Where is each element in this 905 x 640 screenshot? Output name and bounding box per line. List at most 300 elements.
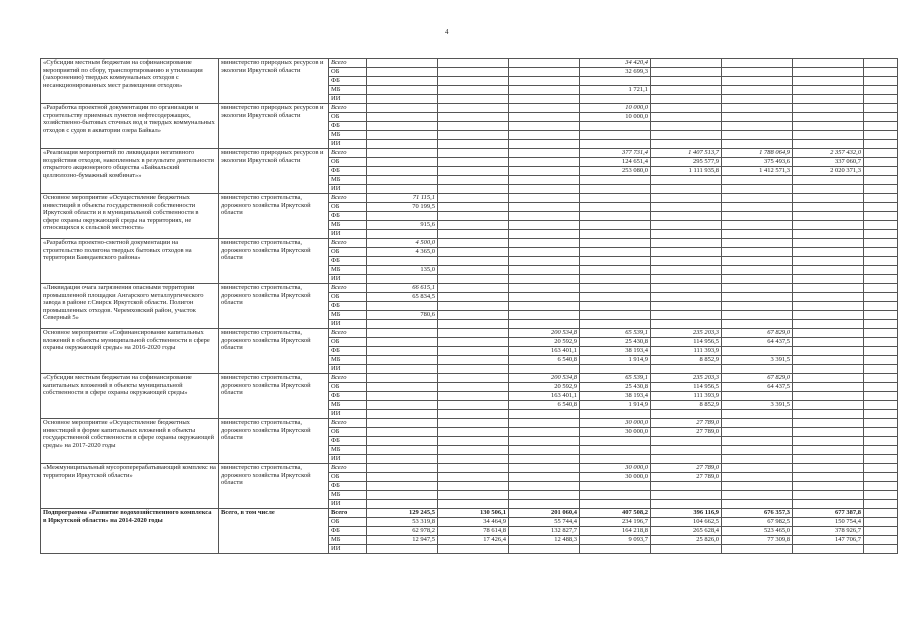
empty-cell <box>864 311 898 320</box>
amount-cell <box>722 194 793 203</box>
amount-cell <box>580 284 651 293</box>
amount-cell <box>367 86 438 95</box>
source-code: ОБ <box>329 428 367 437</box>
amount-cell <box>651 410 722 419</box>
amount-cell <box>722 203 793 212</box>
amount-cell <box>509 203 580 212</box>
amount-cell: 30 000,0 <box>580 428 651 437</box>
empty-cell <box>864 500 898 509</box>
amount-cell <box>793 212 864 221</box>
amount-cell <box>793 176 864 185</box>
amount-cell <box>722 320 793 329</box>
amount-cell <box>509 68 580 77</box>
amount-cell <box>722 311 793 320</box>
amount-cell <box>367 491 438 500</box>
amount-cell: 378 926,7 <box>793 527 864 536</box>
amount-cell <box>438 122 509 131</box>
amount-cell: 27 789,0 <box>651 464 722 473</box>
amount-cell <box>651 365 722 374</box>
amount-cell <box>367 446 438 455</box>
amount-cell <box>580 365 651 374</box>
source-code: ОБ <box>329 68 367 77</box>
amount-cell: 71 115,1 <box>367 194 438 203</box>
amount-cell <box>651 482 722 491</box>
amount-cell: 114 956,5 <box>651 383 722 392</box>
empty-cell <box>864 302 898 311</box>
amount-cell <box>580 257 651 266</box>
amount-cell: 25 430,8 <box>580 383 651 392</box>
amount-cell <box>367 302 438 311</box>
empty-cell <box>864 212 898 221</box>
amount-cell: 64 437,5 <box>722 383 793 392</box>
amount-cell: 66 615,1 <box>367 284 438 293</box>
amount-cell: 295 577,9 <box>651 158 722 167</box>
amount-cell <box>793 131 864 140</box>
amount-cell <box>793 464 864 473</box>
amount-cell <box>438 68 509 77</box>
amount-cell <box>509 158 580 167</box>
amount-cell: 27 789,0 <box>651 473 722 482</box>
amount-cell: 234 196,7 <box>580 518 651 527</box>
empty-cell <box>864 338 898 347</box>
amount-cell <box>651 212 722 221</box>
amount-cell: 337 060,7 <box>793 158 864 167</box>
source-code: ОБ <box>329 383 367 392</box>
source-code: МБ <box>329 131 367 140</box>
amount-cell: 38 193,4 <box>580 347 651 356</box>
amount-cell <box>367 230 438 239</box>
amount-cell <box>793 473 864 482</box>
amount-cell <box>722 122 793 131</box>
amount-cell: 150 754,4 <box>793 518 864 527</box>
amount-cell <box>793 95 864 104</box>
source-code: МБ <box>329 401 367 410</box>
amount-cell <box>367 176 438 185</box>
amount-cell <box>722 239 793 248</box>
amount-cell <box>580 302 651 311</box>
amount-cell <box>651 491 722 500</box>
amount-cell <box>438 428 509 437</box>
amount-cell <box>580 482 651 491</box>
amount-cell <box>580 275 651 284</box>
amount-cell <box>722 419 793 428</box>
amount-cell: 265 628,4 <box>651 527 722 536</box>
amount-cell <box>722 86 793 95</box>
empty-cell <box>864 455 898 464</box>
amount-cell <box>367 257 438 266</box>
amount-cell: 67 829,0 <box>722 329 793 338</box>
amount-cell <box>509 410 580 419</box>
empty-cell <box>864 527 898 536</box>
source-code: ИИ <box>329 500 367 509</box>
amount-cell <box>793 230 864 239</box>
amount-cell <box>722 248 793 257</box>
amount-cell <box>438 500 509 509</box>
empty-cell <box>864 374 898 383</box>
source-code: Всего <box>329 149 367 158</box>
amount-cell <box>580 500 651 509</box>
amount-cell <box>509 320 580 329</box>
source-code: МБ <box>329 86 367 95</box>
empty-cell <box>864 356 898 365</box>
empty-cell <box>864 158 898 167</box>
source-code: ИИ <box>329 230 367 239</box>
amount-cell: 32 699,3 <box>580 68 651 77</box>
amount-cell <box>509 437 580 446</box>
amount-cell <box>509 167 580 176</box>
amount-cell: 67 982,5 <box>722 518 793 527</box>
amount-cell <box>580 437 651 446</box>
source-code: ОБ <box>329 338 367 347</box>
table-row <box>41 329 898 338</box>
amount-cell: 104 662,5 <box>651 518 722 527</box>
measure-description: «Ликвидация очага загрязнения опасными территории промышленной площадки Ангарского металлургического завода в районе г.Свирск Иркутской области. Полигон промышленных отходов. Черемховский район, участок Северный 5» <box>41 284 219 329</box>
amount-cell <box>509 230 580 239</box>
amount-cell <box>367 149 438 158</box>
amount-cell <box>580 131 651 140</box>
amount-cell <box>438 257 509 266</box>
responsible-executor: министерство строительства, дорожного хозяйства Иркутской области <box>219 284 329 329</box>
amount-cell: 53 319,8 <box>367 518 438 527</box>
amount-cell <box>367 275 438 284</box>
amount-cell <box>438 356 509 365</box>
measure-description: Основное мероприятие «Осуществление бюджетных инвестиций в объекты государственной собственности Иркутской области и в муниципальной собственности в сфере охраны окружающей среды на территориях, не относящихся к сельской местности» <box>41 194 219 239</box>
empty-cell <box>864 104 898 113</box>
source-code: ИИ <box>329 275 367 284</box>
amount-cell <box>509 311 580 320</box>
table-row <box>41 464 898 473</box>
amount-cell <box>367 167 438 176</box>
amount-cell: 67 829,0 <box>722 374 793 383</box>
amount-cell <box>509 86 580 95</box>
amount-cell <box>580 221 651 230</box>
amount-cell: 30 000,0 <box>580 419 651 428</box>
amount-cell <box>367 320 438 329</box>
measure-description: «Реализация мероприятий по ликвидации негативного воздействия отходов, накопленных в результате деятельности открытого акционерного общества «Байкальский целлюлозно-бумажный комбинат»» <box>41 149 219 194</box>
amount-cell: 111 393,9 <box>651 392 722 401</box>
amount-cell: 6 540,8 <box>509 356 580 365</box>
amount-cell <box>651 185 722 194</box>
amount-cell <box>367 59 438 68</box>
amount-cell <box>509 428 580 437</box>
amount-cell <box>793 194 864 203</box>
amount-cell: 8 852,9 <box>651 401 722 410</box>
amount-cell <box>367 383 438 392</box>
amount-cell <box>438 482 509 491</box>
amount-cell <box>793 437 864 446</box>
amount-cell <box>438 329 509 338</box>
amount-cell <box>367 428 438 437</box>
amount-cell <box>367 122 438 131</box>
amount-cell <box>651 113 722 122</box>
amount-cell: 12 947,5 <box>367 536 438 545</box>
amount-cell <box>438 293 509 302</box>
amount-cell: 25 826,0 <box>651 536 722 545</box>
amount-cell <box>793 401 864 410</box>
amount-cell <box>722 455 793 464</box>
source-code: Всего <box>329 194 367 203</box>
amount-cell <box>580 491 651 500</box>
amount-cell: 10 000,0 <box>580 104 651 113</box>
table-row <box>41 194 898 203</box>
amount-cell <box>438 239 509 248</box>
amount-cell <box>651 104 722 113</box>
amount-cell: 1 721,1 <box>580 86 651 95</box>
source-code: ФБ <box>329 302 367 311</box>
amount-cell <box>438 221 509 230</box>
amount-cell <box>580 248 651 257</box>
amount-cell <box>793 392 864 401</box>
empty-cell <box>864 59 898 68</box>
empty-cell <box>864 149 898 158</box>
table-row <box>41 104 898 113</box>
amount-cell <box>438 320 509 329</box>
amount-cell: 70 199,5 <box>367 203 438 212</box>
empty-cell <box>864 293 898 302</box>
amount-cell <box>367 365 438 374</box>
amount-cell <box>509 104 580 113</box>
amount-cell <box>722 410 793 419</box>
amount-cell: 2 357 432,0 <box>793 149 864 158</box>
empty-cell <box>864 347 898 356</box>
source-code: ФБ <box>329 257 367 266</box>
amount-cell <box>509 365 580 374</box>
amount-cell <box>438 392 509 401</box>
amount-cell: 124 651,4 <box>580 158 651 167</box>
amount-cell: 8 852,9 <box>651 356 722 365</box>
amount-cell <box>793 266 864 275</box>
amount-cell <box>793 482 864 491</box>
amount-cell <box>580 446 651 455</box>
amount-cell <box>438 230 509 239</box>
amount-cell <box>722 275 793 284</box>
amount-cell: 4 500,0 <box>367 239 438 248</box>
amount-cell: 3 391,5 <box>722 401 793 410</box>
source-code: Всего <box>329 284 367 293</box>
source-code: ФБ <box>329 527 367 536</box>
amount-cell <box>367 374 438 383</box>
amount-cell <box>438 437 509 446</box>
amount-cell <box>509 275 580 284</box>
amount-cell: 200 534,8 <box>509 329 580 338</box>
amount-cell <box>367 158 438 167</box>
empty-cell <box>864 95 898 104</box>
amount-cell <box>793 284 864 293</box>
amount-cell: 235 203,3 <box>651 329 722 338</box>
amount-cell: 25 430,8 <box>580 338 651 347</box>
empty-cell <box>864 221 898 230</box>
amount-cell: 30 000,0 <box>580 473 651 482</box>
amount-cell <box>651 446 722 455</box>
amount-cell <box>580 176 651 185</box>
amount-cell: 377 731,4 <box>580 149 651 158</box>
amount-cell <box>438 266 509 275</box>
source-code: Всего <box>329 509 367 518</box>
amount-cell <box>367 473 438 482</box>
amount-cell: 20 592,9 <box>509 383 580 392</box>
source-code: ОБ <box>329 113 367 122</box>
amount-cell <box>722 293 793 302</box>
amount-cell <box>793 419 864 428</box>
source-code: ФБ <box>329 212 367 221</box>
amount-cell: 676 357,3 <box>722 509 793 518</box>
source-code: Всего <box>329 464 367 473</box>
amount-cell <box>651 293 722 302</box>
source-code: Всего <box>329 239 367 248</box>
amount-cell <box>438 365 509 374</box>
amount-cell <box>367 347 438 356</box>
source-code: ОБ <box>329 203 367 212</box>
amount-cell <box>793 365 864 374</box>
amount-cell <box>651 257 722 266</box>
amount-cell <box>580 410 651 419</box>
amount-cell: 200 534,8 <box>509 374 580 383</box>
amount-cell: 34 464,9 <box>438 518 509 527</box>
amount-cell <box>509 473 580 482</box>
empty-cell <box>864 482 898 491</box>
amount-cell <box>722 221 793 230</box>
amount-cell <box>509 446 580 455</box>
amount-cell <box>438 131 509 140</box>
amount-cell: 163 401,1 <box>509 347 580 356</box>
amount-cell <box>793 86 864 95</box>
amount-cell <box>367 185 438 194</box>
amount-cell <box>722 68 793 77</box>
amount-cell: 1 914,9 <box>580 401 651 410</box>
amount-cell <box>438 347 509 356</box>
amount-cell: 201 060,4 <box>509 509 580 518</box>
table-row <box>41 59 898 68</box>
table-row <box>41 239 898 248</box>
amount-cell <box>509 293 580 302</box>
amount-cell <box>651 455 722 464</box>
amount-cell <box>793 428 864 437</box>
amount-cell <box>438 311 509 320</box>
amount-cell <box>509 221 580 230</box>
amount-cell: 253 080,0 <box>580 167 651 176</box>
amount-cell: 20 592,9 <box>509 338 580 347</box>
amount-cell <box>367 140 438 149</box>
source-code: МБ <box>329 356 367 365</box>
measure-description: «Межмуниципальный мусороперерабатывающий комплекс на территории Иркутской области» <box>41 464 219 509</box>
amount-cell: 65 539,1 <box>580 374 651 383</box>
amount-cell: 9 093,7 <box>580 536 651 545</box>
amount-cell <box>438 401 509 410</box>
amount-cell <box>722 428 793 437</box>
source-code: МБ <box>329 221 367 230</box>
amount-cell: 27 789,0 <box>651 428 722 437</box>
empty-cell <box>864 167 898 176</box>
responsible-executor: министерство строительства, дорожного хозяйства Иркутской области <box>219 419 329 464</box>
amount-cell <box>438 374 509 383</box>
amount-cell <box>651 275 722 284</box>
amount-cell <box>722 302 793 311</box>
amount-cell <box>793 275 864 284</box>
amount-cell <box>651 230 722 239</box>
empty-cell <box>864 284 898 293</box>
amount-cell: 4 365,0 <box>367 248 438 257</box>
amount-cell <box>651 266 722 275</box>
source-code: Всего <box>329 419 367 428</box>
amount-cell <box>793 491 864 500</box>
amount-cell <box>580 140 651 149</box>
empty-cell <box>864 464 898 473</box>
responsible-executor: министерство строительства, дорожного хозяйства Иркутской области <box>219 194 329 239</box>
amount-cell <box>793 239 864 248</box>
amount-cell <box>509 545 580 554</box>
empty-cell <box>864 329 898 338</box>
source-code: ОБ <box>329 158 367 167</box>
amount-cell <box>509 302 580 311</box>
amount-cell <box>438 275 509 284</box>
amount-cell: 1 407 513,7 <box>651 149 722 158</box>
amount-cell <box>722 257 793 266</box>
amount-cell <box>438 77 509 86</box>
empty-cell <box>864 410 898 419</box>
responsible-executor: министерство природных ресурсов и экологии Иркутской области <box>219 149 329 194</box>
empty-cell <box>864 518 898 527</box>
amount-cell <box>509 122 580 131</box>
amount-cell: 30 000,0 <box>580 464 651 473</box>
amount-cell <box>722 113 793 122</box>
source-code: ИИ <box>329 320 367 329</box>
amount-cell <box>580 185 651 194</box>
amount-cell <box>509 284 580 293</box>
amount-cell <box>438 59 509 68</box>
table-row <box>41 509 898 518</box>
source-code: ОБ <box>329 518 367 527</box>
source-code: Всего <box>329 59 367 68</box>
empty-cell <box>864 203 898 212</box>
empty-cell <box>864 473 898 482</box>
amount-cell <box>438 302 509 311</box>
amount-cell: 915,6 <box>367 221 438 230</box>
empty-cell <box>864 383 898 392</box>
amount-cell <box>509 149 580 158</box>
amount-cell <box>651 68 722 77</box>
amount-cell <box>438 176 509 185</box>
amount-cell <box>580 122 651 131</box>
amount-cell <box>509 455 580 464</box>
amount-cell <box>509 176 580 185</box>
source-code: ФБ <box>329 392 367 401</box>
amount-cell <box>722 437 793 446</box>
amount-cell <box>438 338 509 347</box>
source-code: ФБ <box>329 122 367 131</box>
amount-cell: 78 614,8 <box>438 527 509 536</box>
amount-cell <box>651 302 722 311</box>
amount-cell <box>793 329 864 338</box>
amount-cell: 163 401,1 <box>509 392 580 401</box>
amount-cell <box>651 437 722 446</box>
source-code: ИИ <box>329 140 367 149</box>
empty-cell <box>864 77 898 86</box>
amount-cell <box>367 329 438 338</box>
amount-cell <box>793 122 864 131</box>
empty-cell <box>864 275 898 284</box>
amount-cell <box>509 248 580 257</box>
amount-cell <box>580 293 651 302</box>
amount-cell <box>580 194 651 203</box>
empty-cell <box>864 437 898 446</box>
amount-cell <box>438 95 509 104</box>
amount-cell <box>438 86 509 95</box>
amount-cell: 1 788 064,9 <box>722 149 793 158</box>
amount-cell <box>722 491 793 500</box>
amount-cell <box>580 545 651 554</box>
amount-cell <box>438 149 509 158</box>
amount-cell <box>367 455 438 464</box>
